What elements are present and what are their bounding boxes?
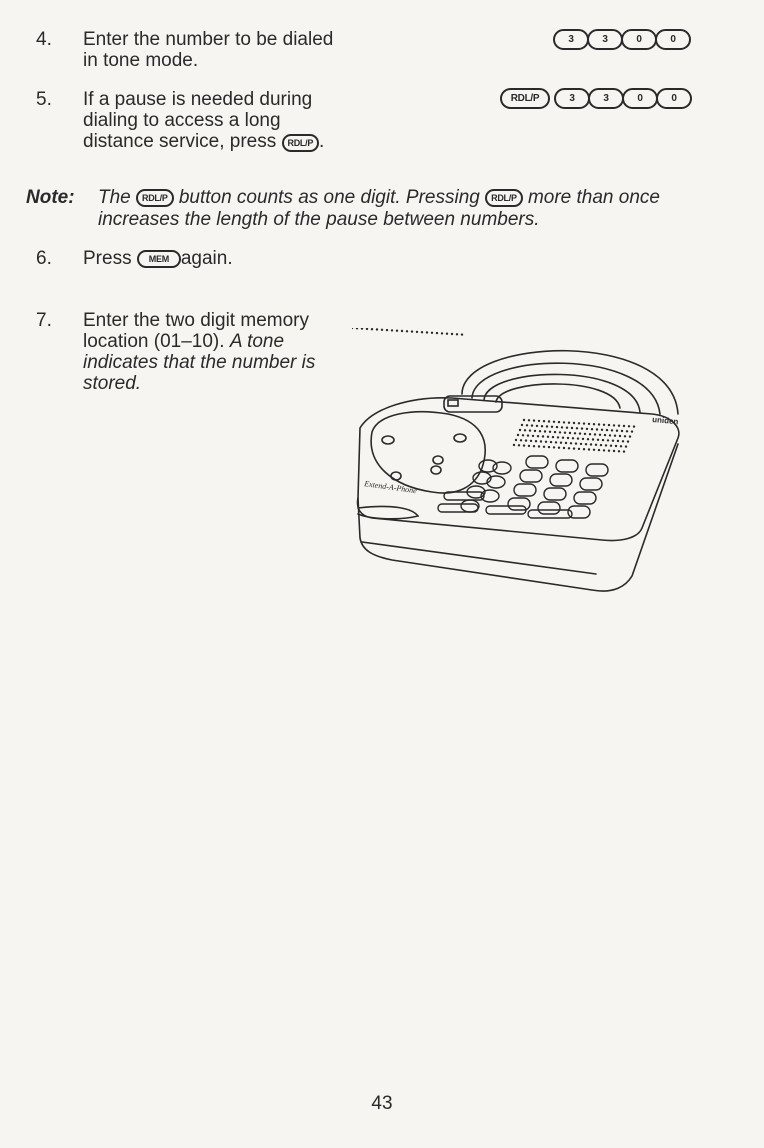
step-text: [83, 310, 318, 394]
step-text-body: If a pause is needed during dialing to access a long distance service, press: [83, 89, 313, 152]
rdlp-key: RDL/P: [500, 88, 550, 109]
keypad: [438, 456, 608, 518]
key-3: 3: [588, 88, 624, 109]
step-text-body: Enter the two digit memory location (01–10).: [83, 310, 309, 352]
step-number: 5.: [36, 89, 52, 110]
key-sequence-step-5: [500, 88, 690, 109]
signal-arc: [462, 351, 678, 414]
note-label: Note:: [26, 187, 75, 208]
brand-logo: uniden: [651, 415, 679, 427]
page-number: 43: [371, 1093, 393, 1114]
key-0: 0: [622, 88, 658, 109]
key-sequence-step-4: [553, 29, 689, 50]
key-0: 0: [621, 29, 657, 50]
step-text: Enter the number to be dialed in tone mode.: [83, 29, 334, 71]
key-3: 3: [554, 88, 590, 109]
key-0: 0: [656, 88, 692, 109]
note-body: The RDL/P button counts as one digit. Pressing RDL/P more than once increases the length of the pause between numbers.: [98, 187, 660, 230]
step-text-note: A tone indicates that the number is stored.: [83, 331, 316, 394]
speaker-grille: [352, 328, 635, 453]
signal-arc: [496, 384, 620, 408]
rdlp-key: RDL/P: [136, 189, 174, 207]
rdlp-key: RDL/P: [282, 134, 320, 152]
mem-key: MEM: [137, 250, 181, 268]
handset-cradle: [371, 412, 485, 493]
step-number: 7.: [36, 310, 52, 331]
rdlp-key: RDL/P: [485, 189, 523, 207]
base-top: [358, 398, 679, 541]
key-0: 0: [655, 29, 691, 50]
step-text: Press MEM again.: [83, 248, 233, 269]
phone-base-illustration: [352, 328, 692, 600]
model-logo: Extend-A-Phone: [363, 479, 418, 496]
step-number: 6.: [36, 248, 52, 269]
step-text: If a pause is needed during dialing to access a long distance service, press RDL/P .: [83, 89, 325, 152]
key-3: 3: [587, 29, 623, 50]
step-number: 4.: [36, 29, 52, 50]
key-3: 3: [553, 29, 589, 50]
